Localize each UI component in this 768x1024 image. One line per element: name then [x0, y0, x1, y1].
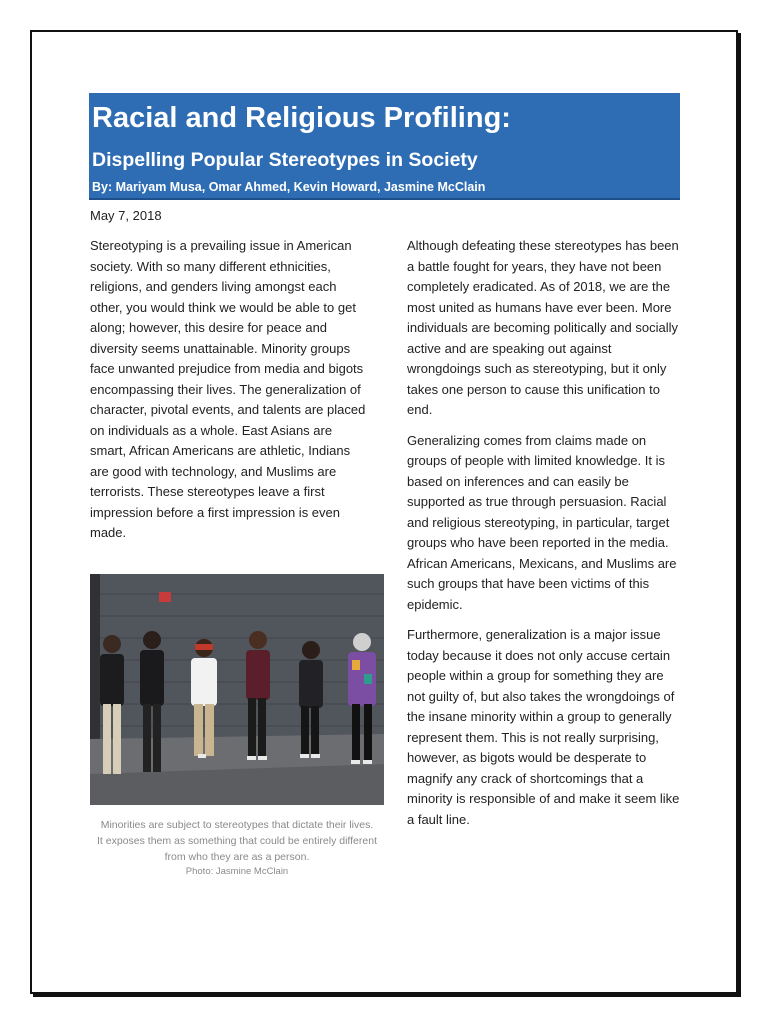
caption-line-2: It exposes them as something that could be entirely different from who they are as a person.: [97, 835, 377, 863]
publish-date: May 7, 2018: [90, 208, 162, 223]
photo-caption: [90, 817, 384, 879]
caption-line-1: Minorities are subject to stereotypes that dictate their lives.: [100, 819, 374, 831]
article-subtitle: Dispelling Popular Stereotypes in Society: [92, 149, 478, 171]
right-paragraph-3: Furthermore, generalization is a major issue today because it does not only accuse certain people within a group for something they are not guilty of, but also takes the wrongdoings of the insane minority within a group to generally represent them. This is not really surprising, however, as bigots would be desperate to magnify any crack of shortcomings that a minority is responsible of and make it seem like a fault line.: [407, 627, 680, 827]
article-title: Racial and Religious Profiling:: [92, 102, 511, 134]
group-photo: [90, 574, 384, 805]
right-paragraph-2: Generalizing comes from claims made on groups of people with limited knowledge. It is based on inferences and can easily be supported as true through persuasion. Racial and religious stereotyping, in particular, target groups who have been reported in the media. African Americans, Mexicans, and Muslims are such groups that have been victims of this epidemic.: [407, 432, 677, 612]
right-column: [407, 236, 682, 840]
photo-credit: Photo: Jasmine McClain: [185, 866, 289, 877]
byline: By: Mariyam Musa, Omar Ahmed, Kevin Howard, Jasmine McClain: [92, 180, 486, 194]
right-paragraph-1: Although defeating these stereotypes has been a battle fought for years, they have not been completely eradicated. As of 2018, we are the most united as humans have ever been. More individuals are becoming politically and socially active and are speaking out against wrongdoings such as stereotyping, but it only takes one person to cause this unification to end.: [407, 238, 679, 417]
left-paragraph-1: Stereotyping is a prevailing issue in American society. With so many different ethnicities, religions, and genders living amongst each other, you would think we would be able to get along; however, this desire for peace and diversity seems unattainable. Minority groups face unwanted prejudice from media and bigots encompassing their lives. The generalization of character, pivotal events, and talents are placed on individuals as a whole. East Asians are smart, African Americans are athletic, Indians are good with technology, and Muslims are terrorists. These stereotypes leave a first impression before a first impression is even made.: [90, 238, 366, 540]
left-column: [90, 236, 368, 554]
group-photo-illustration: [90, 574, 384, 805]
